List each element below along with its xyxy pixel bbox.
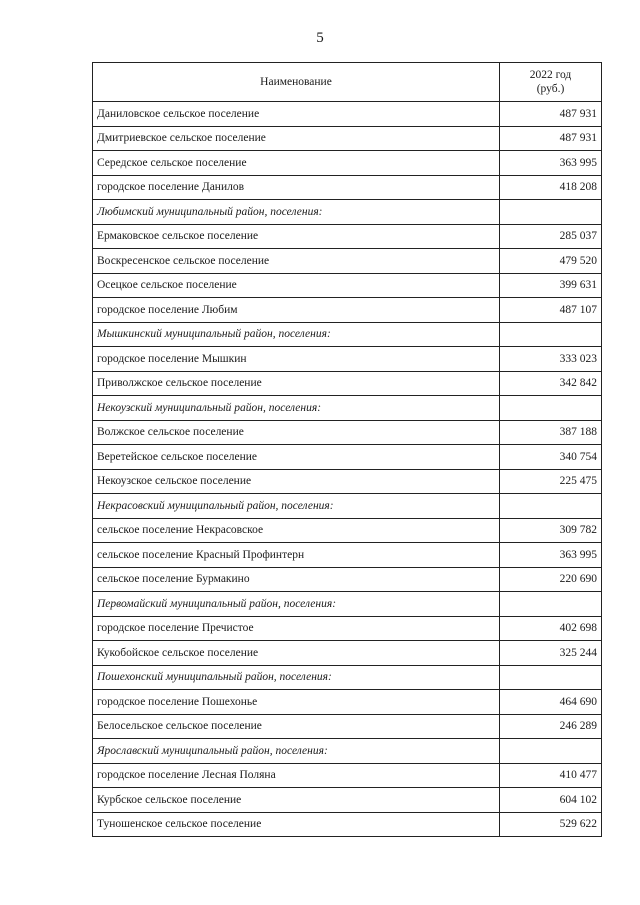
settlement-name-cell: городское поселение Любим <box>93 298 500 323</box>
settlement-name-cell: Середское сельское поселение <box>93 151 500 176</box>
district-group-row <box>93 592 602 617</box>
table-row <box>93 298 602 323</box>
amount-cell <box>500 494 602 519</box>
amount-cell: 479 520 <box>500 249 602 274</box>
column-header-year <box>500 63 602 102</box>
settlement-name-cell: Волжское сельское поселение <box>93 420 500 445</box>
settlement-name-cell: Веретейское сельское поселение <box>93 445 500 470</box>
district-name-cell: Пошехонский муниципальный район, поселения: <box>93 665 500 690</box>
settlement-name-cell: сельское поселение Некрасовское <box>93 518 500 543</box>
table-row <box>93 714 602 739</box>
table-row <box>93 469 602 494</box>
table-row <box>93 518 602 543</box>
amount-cell: 387 188 <box>500 420 602 445</box>
district-name-cell: Мышкинский муниципальный район, поселения: <box>93 322 500 347</box>
amount-cell: 363 995 <box>500 151 602 176</box>
settlement-name-cell: Ермаковское сельское поселение <box>93 224 500 249</box>
amount-cell: 309 782 <box>500 518 602 543</box>
table-row <box>93 273 602 298</box>
district-name-cell: Любимский муниципальный район, поселения: <box>93 200 500 225</box>
table-row <box>93 690 602 715</box>
amount-cell: 487 931 <box>500 102 602 127</box>
amount-cell <box>500 665 602 690</box>
settlement-name-cell: Осецкое сельское поселение <box>93 273 500 298</box>
table-row <box>93 641 602 666</box>
table-row <box>93 812 602 837</box>
settlement-name-cell: городское поселение Пошехонье <box>93 690 500 715</box>
table-row <box>93 567 602 592</box>
amount-cell: 325 244 <box>500 641 602 666</box>
district-group-row <box>93 322 602 347</box>
amount-cell: 246 289 <box>500 714 602 739</box>
district-group-row <box>93 494 602 519</box>
settlement-name-cell: Воскресенское сельское поселение <box>93 249 500 274</box>
table-row <box>93 763 602 788</box>
amount-cell: 220 690 <box>500 567 602 592</box>
amount-cell: 464 690 <box>500 690 602 715</box>
amount-cell <box>500 322 602 347</box>
settlement-name-cell: сельское поселение Красный Профинтерн <box>93 543 500 568</box>
amount-cell: 410 477 <box>500 763 602 788</box>
settlement-name-cell: городское поселение Пречистое <box>93 616 500 641</box>
table-body <box>93 102 602 837</box>
district-name-cell: Некрасовский муниципальный район, поселения: <box>93 494 500 519</box>
allocation-table <box>92 62 602 837</box>
table-row <box>93 420 602 445</box>
amount-cell: 399 631 <box>500 273 602 298</box>
settlement-name-cell: городское поселение Лесная Поляна <box>93 763 500 788</box>
district-group-row <box>93 665 602 690</box>
district-name-cell: Некоузский муниципальный район, поселения: <box>93 396 500 421</box>
table-row <box>93 126 602 151</box>
table-row <box>93 102 602 127</box>
settlement-name-cell: Даниловское сельское поселение <box>93 102 500 127</box>
page-number: 5 <box>316 30 324 46</box>
amount-cell <box>500 592 602 617</box>
amount-cell: 225 475 <box>500 469 602 494</box>
district-group-row <box>93 396 602 421</box>
amount-cell: 604 102 <box>500 788 602 813</box>
settlement-name-cell: городское поселение Мышкин <box>93 347 500 372</box>
column-header-name: Наименование <box>93 63 500 102</box>
amount-cell: 418 208 <box>500 175 602 200</box>
amount-cell: 529 622 <box>500 812 602 837</box>
table-row <box>93 543 602 568</box>
amount-cell <box>500 200 602 225</box>
settlement-name-cell: Кукобойское сельское поселение <box>93 641 500 666</box>
table-row <box>93 347 602 372</box>
table-row <box>93 371 602 396</box>
settlement-name-cell: Курбское сельское поселение <box>93 788 500 813</box>
amount-cell: 487 107 <box>500 298 602 323</box>
settlement-name-cell: Приволжское сельское поселение <box>93 371 500 396</box>
table-row <box>93 616 602 641</box>
settlement-name-cell: Дмитриевское сельское поселение <box>93 126 500 151</box>
settlement-name-cell: Белосельское сельское поселение <box>93 714 500 739</box>
amount-cell <box>500 739 602 764</box>
table-row <box>93 151 602 176</box>
table-row <box>93 445 602 470</box>
amount-cell: 285 037 <box>500 224 602 249</box>
column-header-unit: (руб.) <box>536 83 565 95</box>
table-row <box>93 788 602 813</box>
amount-cell <box>500 396 602 421</box>
table-row <box>93 224 602 249</box>
table-header-row <box>93 63 602 102</box>
table-row <box>93 249 602 274</box>
amount-cell: 363 995 <box>500 543 602 568</box>
district-group-row <box>93 739 602 764</box>
amount-cell: 487 931 <box>500 126 602 151</box>
amount-cell: 333 023 <box>500 347 602 372</box>
amount-cell: 340 754 <box>500 445 602 470</box>
settlement-name-cell: городское поселение Данилов <box>93 175 500 200</box>
column-header-year-label: 2022 год <box>529 69 572 81</box>
settlement-name-cell: сельское поселение Бурмакино <box>93 567 500 592</box>
amount-cell: 402 698 <box>500 616 602 641</box>
district-group-row <box>93 200 602 225</box>
district-name-cell: Ярославский муниципальный район, поселения: <box>93 739 500 764</box>
district-name-cell: Первомайский муниципальный район, поселения: <box>93 592 500 617</box>
amount-cell: 342 842 <box>500 371 602 396</box>
table-row <box>93 175 602 200</box>
settlement-name-cell: Некоузское сельское поселение <box>93 469 500 494</box>
settlement-name-cell: Туношенское сельское поселение <box>93 812 500 837</box>
